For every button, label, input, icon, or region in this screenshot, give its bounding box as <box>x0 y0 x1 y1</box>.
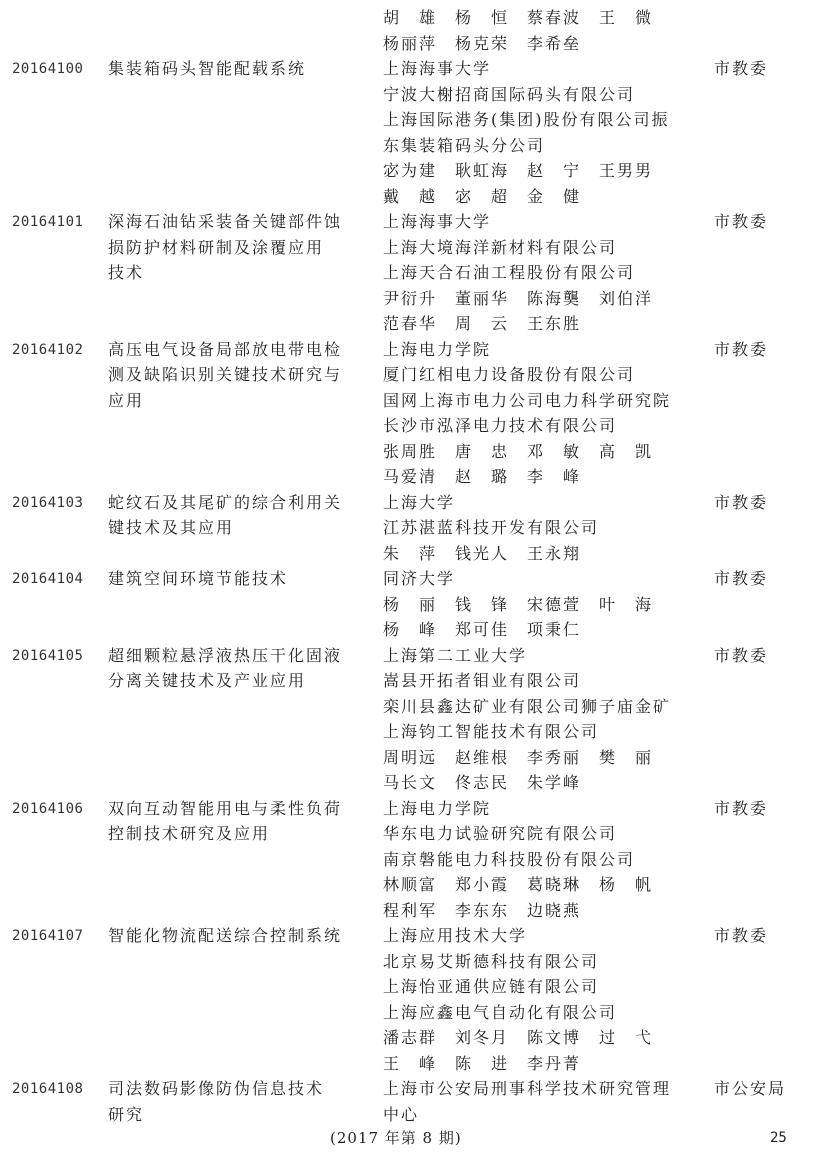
unit-line: 马爱清 赵 璐 李 峰 <box>383 467 582 486</box>
project-title-line: 技术 <box>108 263 145 282</box>
personnel-line: 杨丽萍 杨克荣 李希垒 <box>383 33 582 53</box>
unit-line: 栾川县鑫达矿业有限公司狮子庙金矿 <box>383 696 672 716</box>
unit-line: 华东电力试验研究院有限公司 <box>383 824 618 843</box>
project-number: 20164104 <box>12 571 84 587</box>
page-number: 25 <box>770 1130 787 1146</box>
unit-line: 上海电力学院 <box>383 339 492 359</box>
recommending-body: 市教委 <box>714 798 769 818</box>
unit-line: 上海电力学院 <box>383 798 492 818</box>
unit-line: 上海钧工智能技术有限公司 <box>383 722 600 741</box>
recommending-body: 市教委 <box>714 212 769 231</box>
unit-line: 王 峰 陈 进 李丹菁 <box>383 1053 582 1073</box>
unit-line: 戴 越 宓 超 金 健 <box>383 186 582 206</box>
recommending-body: 市教委 <box>714 645 769 665</box>
project-title-line: 智能化物流配送综合控制系统 <box>108 926 343 945</box>
unit-line: 林顺富 郑小霞 葛晓琳 杨 帆 <box>383 875 654 894</box>
project-title-line: 高压电气设备局部放电带电检 <box>108 339 343 359</box>
project-title-line: 蛇纹石及其尾矿的综合利用关 <box>108 492 343 512</box>
project-title-line: 司法数码影像防伪信息技术 <box>108 1079 325 1098</box>
unit-line: 嵩县开拓者钼业有限公司 <box>383 671 582 690</box>
project-title-line: 测及缺陷识别关键技术研究与 <box>108 365 343 384</box>
unit-line: 厦门红相电力设备股份有限公司 <box>383 365 636 384</box>
unit-line: 上海海事大学 <box>383 212 492 231</box>
unit-line: 朱 萍 钱光人 王永翔 <box>383 543 582 563</box>
recommending-body: 市公安局 <box>714 1079 787 1098</box>
unit-line: 杨 丽 钱 锋 宋德萱 叶 海 <box>383 594 654 614</box>
project-number: 20164107 <box>12 928 84 944</box>
project-title-line: 研究 <box>108 1104 145 1124</box>
project-number: 20164103 <box>12 494 84 511</box>
unit-line: 中心 <box>383 1104 420 1124</box>
unit-line: 宁波大榭招商国际码头有限公司 <box>383 84 636 104</box>
unit-line: 江苏湛蓝科技开发有限公司 <box>383 518 600 537</box>
project-title-line: 键技术及其应用 <box>108 518 235 537</box>
unit-line: 上海市公安局刑事科学技术研究管理 <box>383 1079 672 1098</box>
project-number: 20164101 <box>12 214 84 230</box>
unit-line: 南京磐能电力科技股份有限公司 <box>383 849 636 869</box>
project-title-line: 损防护材料研制及涂覆应用 <box>108 237 325 257</box>
unit-line: 长沙市泓泽电力技术有限公司 <box>383 416 618 435</box>
project-title-line: 深海石油钻采装备关键部件蚀 <box>108 212 343 231</box>
recommending-body: 市教委 <box>714 59 769 78</box>
unit-line: 同济大学 <box>383 569 456 588</box>
unit-line: 上海应用技术大学 <box>383 926 528 945</box>
project-number: 20164105 <box>12 647 84 664</box>
unit-line: 上海大境海洋新材料有限公司 <box>383 237 618 257</box>
recommending-body: 市教委 <box>714 926 769 945</box>
unit-line: 潘志群 刘冬月 陈文博 过 弋 <box>383 1028 654 1047</box>
unit-line: 东集装箱码头分公司 <box>383 135 546 155</box>
unit-line: 杨 峰 郑可佳 项秉仁 <box>383 620 582 639</box>
project-title-line: 建筑空间环境节能技术 <box>108 569 289 588</box>
project-title-line: 集装箱码头智能配载系统 <box>108 59 307 78</box>
unit-line: 北京易艾斯德科技有限公司 <box>383 951 600 971</box>
project-title-line: 超细颗粒悬浮液热压干化固液 <box>108 645 343 665</box>
recommending-body: 市教委 <box>714 339 769 359</box>
unit-line: 程利军 李东东 边晓燕 <box>383 900 582 920</box>
project-number: 20164108 <box>12 1081 84 1097</box>
issue-label: (2017 年第 8 期) <box>330 1129 462 1147</box>
unit-line: 上海怡亚通供应链有限公司 <box>383 977 600 996</box>
project-title-line: 控制技术研究及应用 <box>108 824 271 843</box>
unit-line: 范春华 周 云 王东胜 <box>383 314 582 333</box>
project-number: 20164106 <box>12 800 84 817</box>
project-title-line: 分离关键技术及产业应用 <box>108 671 307 690</box>
unit-line: 马长文 佟志民 朱学峰 <box>383 773 582 792</box>
recommending-body: 市教委 <box>714 569 769 588</box>
recommending-body: 市教委 <box>714 492 769 512</box>
unit-line: 张周胜 唐 忠 邓 敏 高 凯 <box>383 441 654 461</box>
personnel-line: 胡 雄 杨 恒 蔡春波 王 微 <box>383 8 654 27</box>
unit-line: 尹衍升 董丽华 陈海龑 刘伯洋 <box>383 288 654 308</box>
unit-line: 上海大学 <box>383 492 456 512</box>
project-number: 20164102 <box>12 341 84 358</box>
project-title-line: 双向互动智能用电与柔性负荷 <box>108 798 343 818</box>
project-title-line: 应用 <box>108 390 145 410</box>
project-number: 20164100 <box>12 61 84 77</box>
unit-line: 上海天合石油工程股份有限公司 <box>383 263 636 282</box>
unit-line: 周明远 赵维根 李秀丽 樊 丽 <box>383 747 654 767</box>
unit-line: 宓为建 耿虹海 赵 宁 王男男 <box>383 161 654 180</box>
unit-line: 上海应鑫电气自动化有限公司 <box>383 1002 618 1022</box>
unit-line: 上海国际港务(集团)股份有限公司振 <box>383 110 670 129</box>
unit-line: 国网上海市电力公司电力科学研究院 <box>383 390 672 410</box>
unit-line: 上海第二工业大学 <box>383 645 528 665</box>
unit-line: 上海海事大学 <box>383 59 492 78</box>
